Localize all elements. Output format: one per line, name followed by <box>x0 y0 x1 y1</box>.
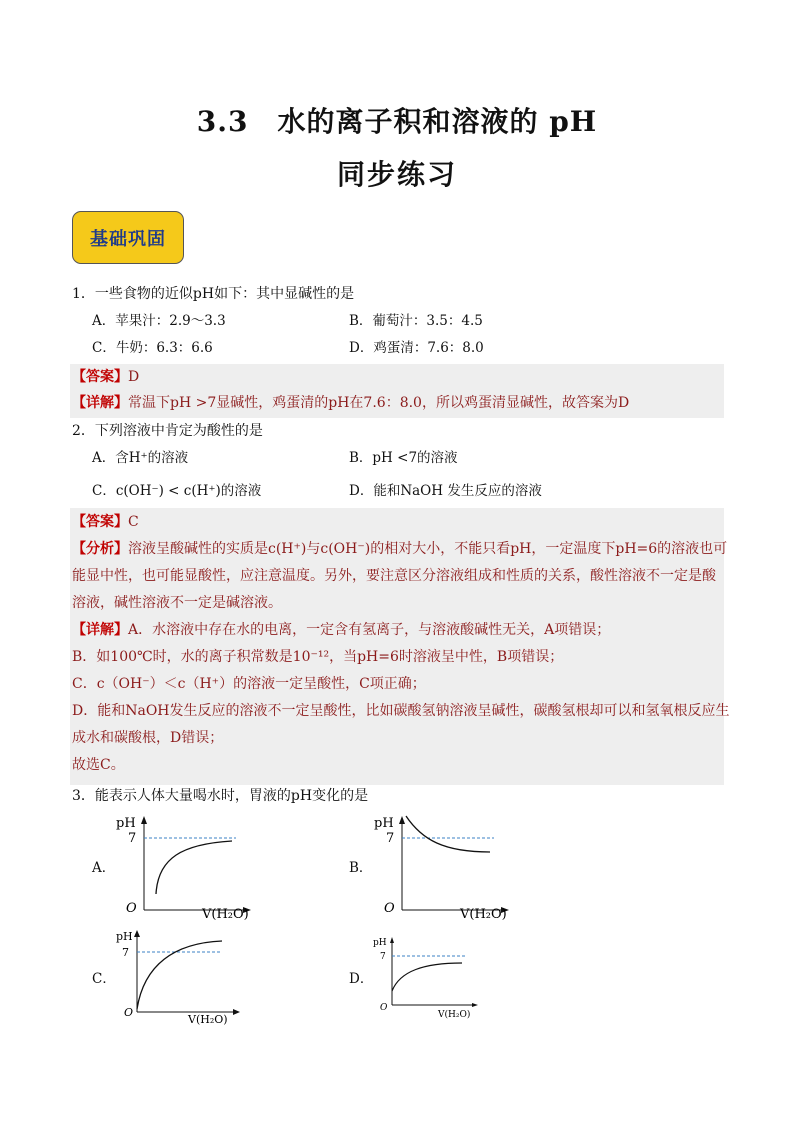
graph-a-curve <box>156 841 232 894</box>
q3-label-c: C． <box>92 971 116 987</box>
graph-d-seven: 7 <box>380 952 386 962</box>
page-title: 3.3 水的离子积和溶液的 pH <box>196 105 598 138</box>
graph-c-curve <box>137 941 222 1009</box>
graph-c-seven: 7 <box>122 946 129 959</box>
q3-label-a: A． <box>92 860 116 876</box>
q1-option-c: C．牛奶：6.3：6.6 <box>92 340 213 356</box>
q3-label-b: B． <box>349 860 373 876</box>
graph-a-seven: 7 <box>128 831 137 846</box>
graph-a-origin: O <box>126 901 137 916</box>
graph-b-origin: O <box>384 901 395 916</box>
q3-label-d: D． <box>349 971 374 987</box>
q1-answer-line: 【答案】D <box>72 369 140 385</box>
graph-b-curve <box>406 816 490 852</box>
graph-b-ylabel: pH <box>374 816 394 831</box>
q2-detail-line-d2: 成水和碳酸根，D错误； <box>72 730 224 746</box>
badge-label: 基础巩固 <box>90 228 166 250</box>
graph-c-ylabel: pH <box>116 930 133 943</box>
graph-d-ylabel: pH <box>373 938 387 948</box>
graph-d-xlabel: V(H₂O) <box>438 1010 471 1020</box>
q1-option-b: B．葡萄汁：3.5：4.5 <box>349 313 483 329</box>
q2-detail-line-c: C．c（OH⁻）＜c（H⁺）的溶液一定呈酸性，C项正确； <box>72 676 426 692</box>
q2-stem: 2．下列溶液中肯定为酸性的是 <box>72 423 263 439</box>
q1-stem: 1．一些食物的近似pH如下：其中显碱性的是 <box>72 286 355 302</box>
q1-option-a: A．苹果汁：2.9～3.3 <box>92 313 226 329</box>
q2-option-d: D．能和NaOH 发生反应的溶液 <box>349 483 542 499</box>
q2-option-a: A．含H⁺的溶液 <box>92 450 189 466</box>
q2-analysis-line-3: 溶液，碱性溶液不一定是碱溶液。 <box>72 595 282 611</box>
q2-option-c: C．c(OH⁻) < c(H⁺)的溶液 <box>92 483 262 499</box>
q3-graph-a <box>112 810 252 922</box>
section-badge <box>72 211 184 264</box>
graph-a-ylabel: pH <box>116 816 136 831</box>
q2-answer-line: 【答案】C <box>72 514 139 530</box>
q3-graph-b <box>370 810 510 922</box>
q2-option-b: B．pH <7的溶液 <box>349 450 458 466</box>
q2-detail-line-a: 【详解】A．水溶液中存在水的电离，一定含有氢离子，与溶液酸碱性无关，A项错误； <box>72 622 611 638</box>
q3-graph-d <box>370 933 482 1023</box>
graph-d-origin: O <box>380 1003 388 1013</box>
q3-graph-c <box>112 925 242 1025</box>
q2-detail-line-d1: D．能和NaOH发生反应的溶液不一定呈酸性，比如碳酸氢钠溶液呈碱性，碳酸氢根却可以和氢氧根反应生 <box>72 703 730 719</box>
q3-stem: 3．能表示人体大量喝水时，胃液的pH变化的是 <box>72 788 369 804</box>
q2-analysis-line-2: 能显中性，也可能显酸性，应注意温度。另外，要注意区分溶液组成和性质的关系，酸性溶液不一定是酸 <box>72 568 716 584</box>
q1-detail-line: 【详解】常温下pH >7显碱性，鸡蛋清的pH在7.6：8.0，所以鸡蛋清显碱性，故答案为D <box>72 395 630 411</box>
graph-c-xlabel: V(H₂O) <box>188 1013 228 1025</box>
page-subtitle: 同步练习 <box>336 158 457 191</box>
q2-analysis-line-1: 【分析】溶液呈酸碱性的实质是c(H⁺)与c(OH⁻)的相对大小，不能只看pH，一定温度下pH=6的溶液也可 <box>72 541 728 557</box>
q2-conclusion: 故选C。 <box>72 757 125 773</box>
q1-answer-block <box>70 364 724 418</box>
q2-answer-block <box>70 508 730 785</box>
graph-b-seven: 7 <box>386 831 395 846</box>
graph-c-origin: O <box>124 1006 134 1019</box>
graph-b-xlabel: V(H₂O) <box>460 907 507 922</box>
q2-detail-line-b: B．如100℃时，水的离子积常数是10⁻¹²，当pH=6时溶液呈中性，B项错误； <box>72 649 564 665</box>
q1-option-d: D．鸡蛋清：7.6：8.0 <box>349 340 484 356</box>
graph-a-xlabel: V(H₂O) <box>202 907 249 922</box>
graph-d-curve <box>392 963 462 991</box>
